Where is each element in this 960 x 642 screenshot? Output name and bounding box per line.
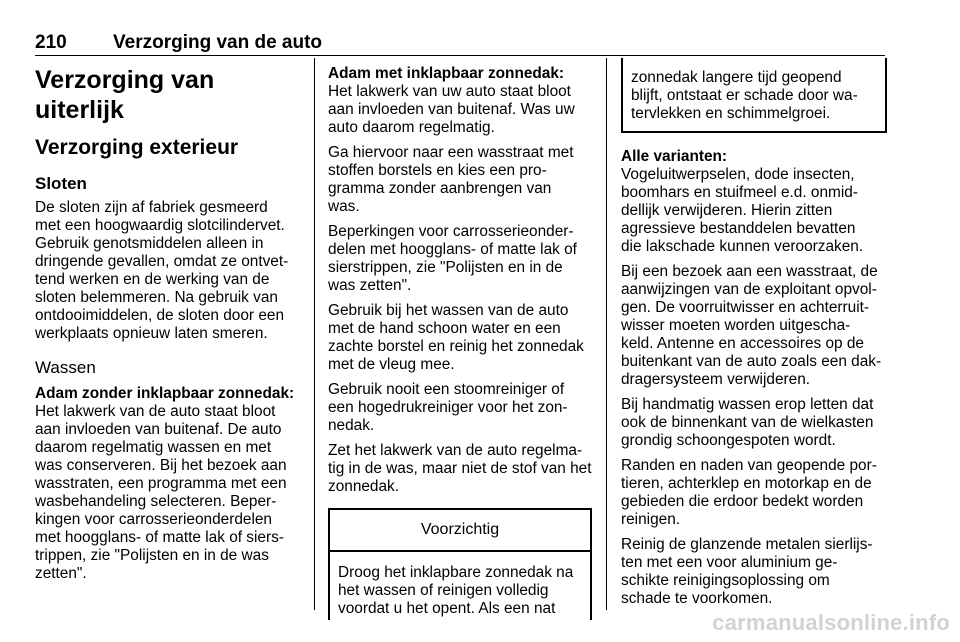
paragraph-3-1 <box>621 166 887 256</box>
text-line: Bij handmatig wassen erop letten dat <box>621 396 874 413</box>
text-line: Bij een bezoek aan een wasstraat, de <box>621 263 878 280</box>
paragraph-2-4 <box>328 302 592 374</box>
heading-sloten: Sloten <box>35 174 87 193</box>
subsection-title: Verzorging exterieur <box>35 136 239 159</box>
text-line: Gebruik genotsmiddelen alleen in <box>35 235 264 252</box>
text-line: reinigen. <box>621 511 681 528</box>
column-1 <box>35 58 301 590</box>
watermark: carmanualsonline.info <box>712 610 950 635</box>
text-line: zonnedak. <box>328 478 400 495</box>
paragraph-sloten <box>35 199 301 343</box>
text-line: dellijk verwijderen. Hierin zitten <box>621 202 833 219</box>
paragraph-2-6 <box>328 442 592 496</box>
text-line: daarom regelmatig wassen en met <box>35 439 272 456</box>
text-line: voordat u het opent. Als een nat <box>338 600 556 617</box>
column-divider-2 <box>606 58 607 610</box>
text-line: ten met een voor aluminium ge- <box>621 554 838 571</box>
text-line: met hoogglans- of matte lak of siers- <box>35 529 284 546</box>
text-line: een hogedrukreiniger voor het zon- <box>328 399 568 416</box>
paragraph-2-3 <box>328 223 592 295</box>
text-line: keld. Antenne en accessoires op de <box>621 335 864 352</box>
text-line: dringende gevallen, omdat ze ontvet- <box>35 253 289 270</box>
text-line: Ga hiervoor naar een wasstraat met <box>328 144 574 161</box>
text-line: nedak. <box>328 417 375 434</box>
text-line: agressieve bestanddelen bevatten <box>621 220 856 237</box>
text-line: schikte reinigingsoplossing om <box>621 572 830 589</box>
text-line: ontdooimiddelen, de sloten door een <box>35 307 285 324</box>
text-line: aanwijzingen van de exploitant opvol- <box>621 281 877 298</box>
text-line: Droog het inklapbare zonnedak na <box>338 564 574 581</box>
warning-text <box>330 552 590 620</box>
column-2 <box>328 65 592 620</box>
heading-wassen: Wassen <box>35 358 96 377</box>
running-title: Verzorging van de auto <box>113 32 323 53</box>
paragraph-2-2 <box>328 144 592 216</box>
text-line: aan invloeden van buitenaf. Was uw <box>328 101 575 118</box>
text-line: wasstraten, een programma met een <box>35 475 287 492</box>
text-line: die lakschade kunnen veroorzaken. <box>621 238 864 255</box>
text-line: met de vleug mee. <box>328 356 455 373</box>
paragraph-3-4 <box>621 457 887 529</box>
text-line: was conserveren. Bij het bezoek aan <box>35 457 287 474</box>
text-line: zonnedak langere tijd geopend <box>631 69 842 86</box>
heading-adam-met: Adam met inklapbaar zonnedak: <box>328 65 565 82</box>
text-line: Gebruik nooit een stoomreiniger of <box>328 381 565 398</box>
text-line: kingen voor carrosserieonderdelen <box>35 511 272 528</box>
text-line: tig in de was, maar niet de stof van het <box>328 460 592 477</box>
paragraph-2-1 <box>328 83 592 137</box>
text-line: zachte borstel en reinig het zonnedak <box>328 338 584 355</box>
text-line: het wassen of reinigen volledig <box>338 582 549 599</box>
text-line: tieren, achterklep en motorkap en de <box>621 475 872 492</box>
text-line: tend werken en de werking van de <box>35 271 270 288</box>
paragraph-3-3 <box>621 396 887 450</box>
section-title: Verzorging van uiterlijk <box>35 66 215 124</box>
text-line: Reinig de glanzende metalen sierlijs- <box>621 536 873 553</box>
text-line: met een hoogwaardig slotcilindervet. <box>35 217 285 234</box>
text-line: Randen en naden van geopende por- <box>621 457 877 474</box>
text-line: gebieden die erdoor bedekt worden <box>621 493 864 510</box>
warning-box <box>328 508 592 620</box>
paragraph-2-5 <box>328 381 592 435</box>
text-line: wisser moeten worden uitgescha- <box>621 317 851 334</box>
text-line: Gebruik bij het wassen van de auto <box>328 302 569 319</box>
text-line: aan invloeden van buitenaf. De auto <box>35 421 282 438</box>
text-line: zetten". <box>35 565 87 582</box>
text-line: Het lakwerk van de auto staat bloot <box>35 403 276 420</box>
paragraph-3-2 <box>621 263 887 389</box>
column-divider-1 <box>314 58 315 610</box>
text-line: delen met hoogglans- of matte lak of <box>328 241 577 258</box>
page-number: 210 <box>35 32 67 53</box>
warning-box-continued <box>621 58 887 133</box>
text-line: gramma zonder aanbrengen van <box>328 180 552 197</box>
text-line: sierstrippen, zie "Polijsten en in de <box>328 259 563 276</box>
text-line: ook de binnenkant van de wielkasten <box>621 414 874 431</box>
text-line: Beperkingen voor carrosserieonder- <box>328 223 574 240</box>
warning-title: Voorzichtig <box>330 510 590 552</box>
column-3 <box>621 58 887 615</box>
text-line: was. <box>328 198 360 215</box>
text-line: sloten belemmeren. Na gebruik van <box>35 289 278 306</box>
text-line: blijft, ontstaat er schade door wa- <box>631 87 858 104</box>
text-line: grondig schoongespoten wordt. <box>621 432 836 449</box>
text-line: wasbehandeling selecteren. Beper- <box>35 493 277 510</box>
text-line: stoffen borstels en kies een pro- <box>328 162 547 179</box>
text-line: werkplaats opnieuw laten smeren. <box>35 325 268 342</box>
text-line: Vogeluitwerpselen, dode insecten, <box>621 166 855 183</box>
text-line: buitenkant van de auto zoals een dak- <box>621 353 882 370</box>
text-line: tervlekken en schimmelgroei. <box>631 105 831 122</box>
heading-alle-varianten: Alle varianten: <box>621 148 728 165</box>
text-line: auto daarom regelmatig. <box>328 119 495 136</box>
paragraph-3-5 <box>621 536 887 608</box>
text-line: De sloten zijn af fabriek gesmeerd <box>35 199 268 216</box>
paragraph-adam-zonder <box>35 403 301 583</box>
text-line: schade te voorkomen. <box>621 590 773 607</box>
text-line: dragersysteem verwijderen. <box>621 371 811 388</box>
page-header <box>35 33 885 56</box>
text-line: was zetten". <box>328 277 412 294</box>
heading-adam-zonder: Adam zonder inklapbaar zonnedak: <box>35 385 295 402</box>
text-line: Zet het lakwerk van de auto regelma- <box>328 442 583 459</box>
text-line: met de hand schoon water en een <box>328 320 561 337</box>
text-line: trippen, zie "Polijsten en in de was <box>35 547 269 564</box>
text-line: boomhars en stuifmeel e.d. onmid- <box>621 184 858 201</box>
text-line: gen. De voorruitwisser en achterruit- <box>621 299 870 316</box>
text-line: Het lakwerk van uw auto staat bloot <box>328 83 571 100</box>
